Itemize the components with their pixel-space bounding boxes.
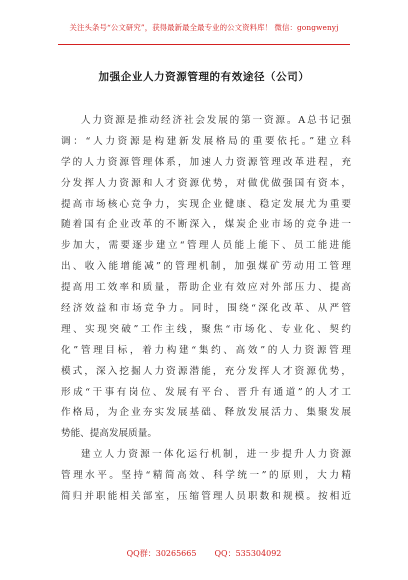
- text-line: 建立人力资源一体化运行机制，进一步提升人力资源: [81, 449, 351, 461]
- document-title: 加强企业人力资源管理的有效途径（公司）: [98, 71, 310, 83]
- footer-contact: [0, 548, 408, 559]
- text-line: 出、收入能增能减”的管理机制，加强煤矿劳动用工管理: [61, 261, 351, 273]
- text-line: 步加大，需要逐步建立“管理人员能上能下、员工能进能: [61, 240, 351, 252]
- text-line: 随着国有企业改革的不断深入，煤炭企业市场的竞争进一: [61, 219, 351, 231]
- text-line: 形成“干事有岗位、发展有平台、晋升有通道”的人才工: [61, 386, 351, 398]
- text-line: 经济效益和市场竞争力。同时，围绕“深化改革、从严管: [61, 303, 351, 315]
- text-line: 学的人力资源管理体系，加速人力资源管理改革进程，充: [61, 156, 351, 168]
- paragraph-2: [61, 445, 351, 508]
- paragraph-1: [61, 111, 351, 445]
- header-note: 关注头条号“公文研究”，获得最新最全最专业的公文资料库！ 微信：gongwenyj: [69, 23, 339, 32]
- text-line: 势能、提高发展质量。: [61, 428, 157, 440]
- footer-qq: QQ：535304092: [214, 549, 282, 558]
- text-line: 理、实现突破”工作主线，聚焦“市场化、专业化、契约: [61, 323, 351, 335]
- text-line: 模式，深入挖掘人力资源潜能，充分发挥人才资源优势，: [61, 365, 351, 377]
- document-body: [61, 111, 351, 508]
- text-line: 提高市场核心竞争力，实现企业健康、稳定发展尤为重要: [61, 198, 351, 210]
- header-divider: [58, 44, 350, 45]
- text-line: 化”管理目标，着力构建“集约、高效”的人力资源管理: [61, 344, 351, 356]
- footer-qq-group: QQ群：30265665: [126, 549, 197, 558]
- text-line: 分发挥人力资源和人才资源优势，对做优做强国有资本，: [61, 177, 351, 189]
- text-line: 调：“人力资源是构建新发展格局的重要依托。”建立科: [61, 135, 351, 147]
- text-line: 作格局，为企业夯实发展基础、释放发展活力、集聚发展: [61, 407, 351, 419]
- text-line: 管理水平。坚持“精简高效、科学统一”的原则，大力精: [61, 470, 351, 482]
- text-line: 提高用工效率和质量，帮助企业有效应对外部压力、提高: [61, 282, 351, 294]
- text-line: 人力资源是推动经济社会发展的第一资源。A总书记强: [81, 115, 351, 126]
- text-line: 简归并职能相关部室，压缩管理人员职数和规模。按相近: [61, 491, 351, 503]
